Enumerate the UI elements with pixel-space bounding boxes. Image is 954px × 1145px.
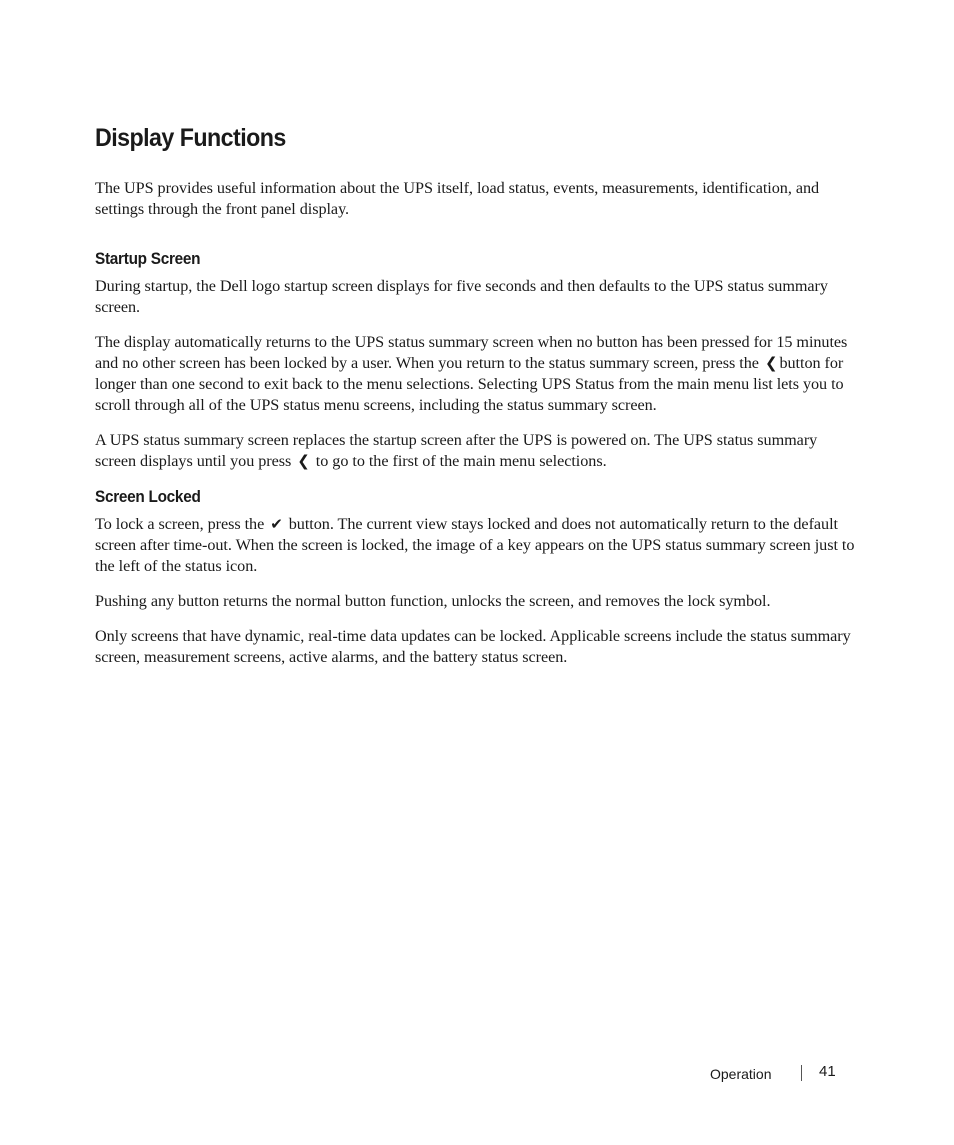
footer-section-name: Operation bbox=[710, 1066, 772, 1082]
footer-divider bbox=[801, 1065, 802, 1081]
startup-paragraph-3-text-b: to go to the first of the main menu selections. bbox=[315, 452, 607, 470]
page-number: 41 bbox=[819, 1063, 836, 1080]
document-page bbox=[95, 120, 855, 682]
checkmark-icon: ✔ bbox=[270, 515, 283, 533]
page-footer bbox=[700, 1062, 840, 1086]
startup-paragraph-2-text-b: button for longer than one second to exit back to the menu selections. Selecting UPS Status from the main menu list lets you to scroll through all of the UPS status menu screens, including the status summary screen. bbox=[95, 354, 844, 414]
locked-paragraph-1-text-a: To lock a screen, press the bbox=[95, 515, 265, 533]
locked-paragraph-3: Only screens that have dynamic, real-time data updates can be locked. Applicable screens include the status summary screen, measurement screens, active alarms, and the battery status screen. bbox=[95, 627, 851, 666]
section-heading-screen-locked: Screen Locked bbox=[95, 488, 201, 506]
startup-paragraph-2 bbox=[95, 332, 855, 416]
locked-paragraph-2: Pushing any button returns the normal button function, unlocks the screen, and removes the lock symbol. bbox=[95, 592, 771, 610]
page-title: Display Functions bbox=[95, 124, 286, 152]
locked-paragraph-1-text-b: button. The current view stays locked and does not automatically return to the default screen after time-out. When the screen is locked, the image of a key appears on the UPS status summary screen just to the left of the status icon. bbox=[95, 515, 855, 575]
startup-paragraph-1: During startup, the Dell logo startup screen displays for five seconds and then defaults to the UPS status summary screen. bbox=[95, 277, 828, 316]
intro-paragraph: The UPS provides useful information about the UPS itself, load status, events, measurements, identification, and settings through the front panel display. bbox=[95, 179, 820, 218]
chevron-left-icon: ❮ bbox=[297, 452, 310, 470]
startup-paragraph-2-text-a: The display automatically returns to the UPS status summary screen when no button has been pressed for 15 minutes and no other screen has been locked by a user. When you return to the status summary screen, press the bbox=[95, 333, 848, 372]
startup-paragraph-3-text-a: A UPS status summary screen replaces the startup screen after the UPS is powered on. The UPS status summary screen displays until you press bbox=[95, 431, 818, 470]
startup-paragraph-3 bbox=[95, 430, 855, 472]
locked-paragraph-1 bbox=[95, 514, 855, 577]
chevron-left-icon: ❮ bbox=[764, 354, 778, 372]
section-heading-startup-screen: Startup Screen bbox=[95, 250, 201, 268]
